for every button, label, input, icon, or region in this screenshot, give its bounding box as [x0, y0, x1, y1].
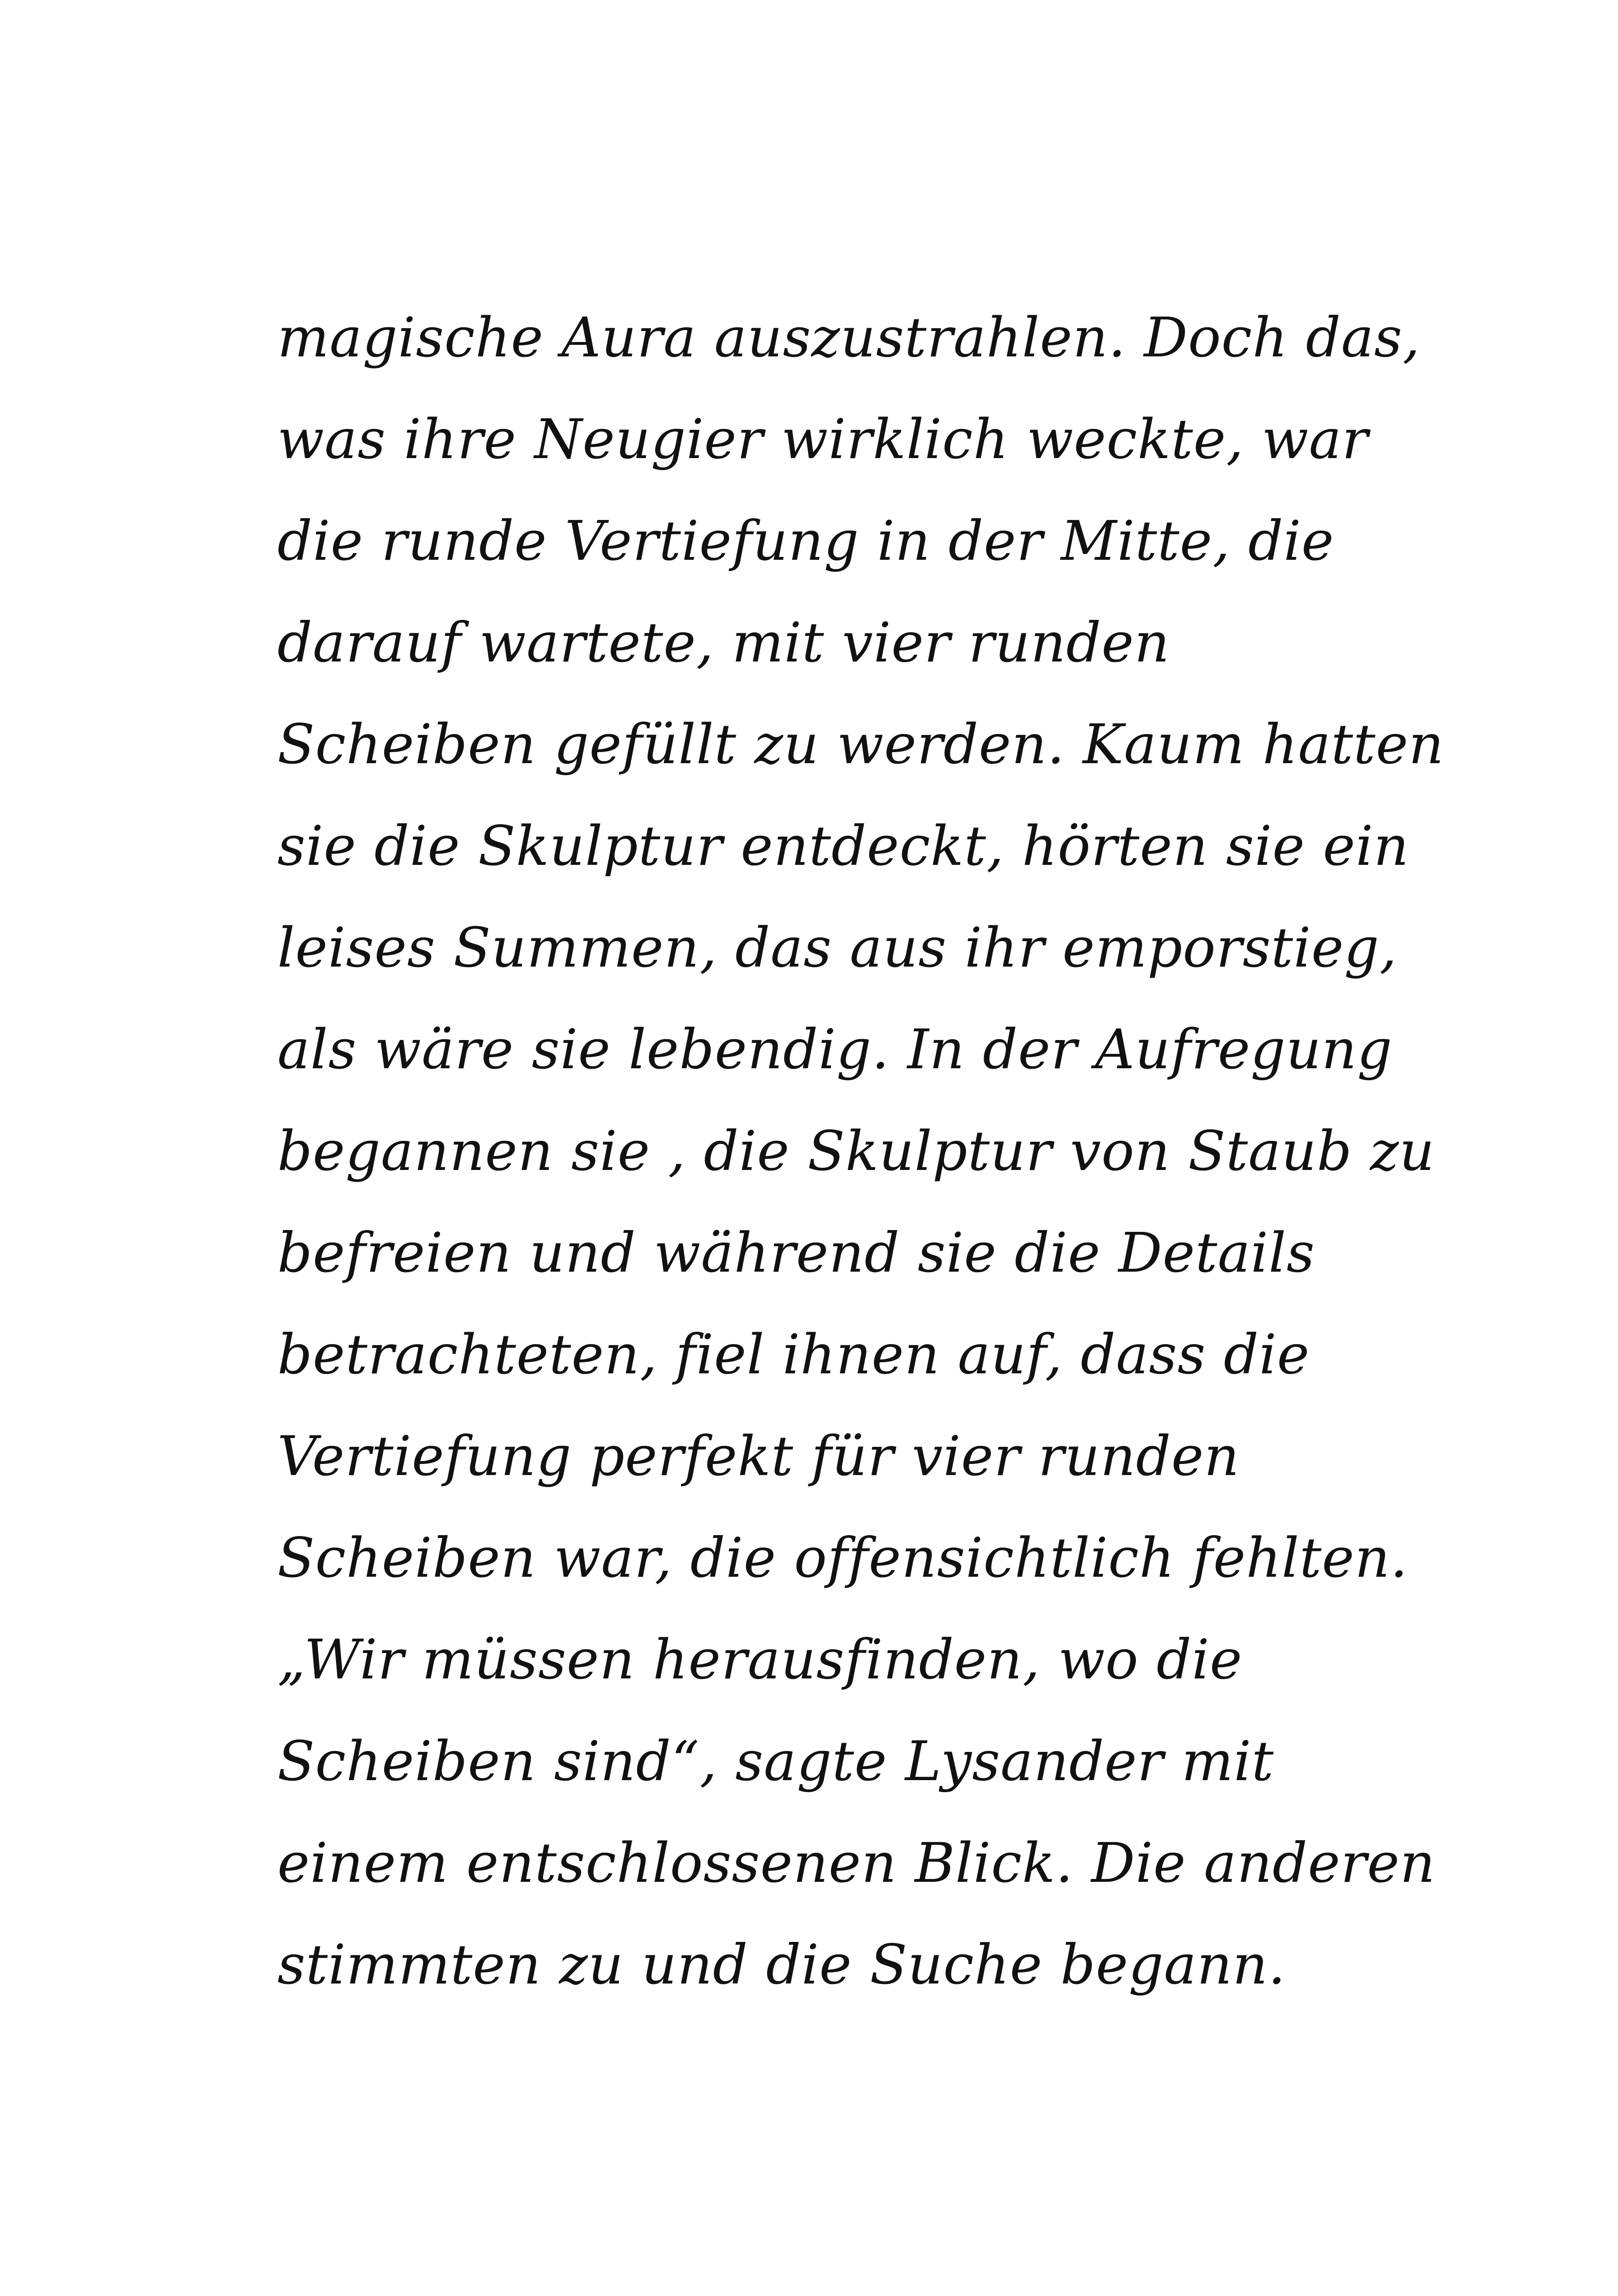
text-line: als wäre sie lebendig. In der Aufregung: [277, 1017, 1393, 1081]
text-line: stimmten zu und die Suche begann.: [277, 1933, 1286, 1996]
text-line: die runde Vertiefung in der Mitte, die: [277, 509, 1335, 573]
text-line: Scheiben gefüllt zu werden. Kaum hatten: [277, 712, 1445, 776]
text-line: einem entschlossenen Blick. Die anderen: [277, 1831, 1436, 1895]
text-line: „Wir müssen herausfinden, wo die: [277, 1628, 1243, 1691]
text-line: Scheiben war, die offensichtlich fehlten.: [277, 1526, 1408, 1590]
text-line: betrachteten, fiel ihnen auf, dass die: [277, 1322, 1310, 1386]
text-line: Scheiben sind“, sagte Lysander mit: [277, 1729, 1274, 1793]
text-line: was ihre Neugier wirklich weckte, war: [277, 407, 1369, 471]
text-line: darauf wartete, mit vier runden: [277, 611, 1170, 674]
text-line: begannen sie , die Skulptur von Staub zu: [277, 1119, 1435, 1183]
text-line: Vertiefung perfekt für vier runden: [277, 1424, 1240, 1488]
text-line: befreien und während sie die Details: [277, 1221, 1315, 1285]
text-line: sie die Skulptur entdeckt, hörten sie ein: [277, 814, 1410, 878]
text-line: leises Summen, das aus ihr emporstieg,: [277, 916, 1397, 980]
body-text: [277, 287, 1526, 2015]
text-line: magische Aura auszustrahlen. Doch das,: [277, 306, 1421, 369]
